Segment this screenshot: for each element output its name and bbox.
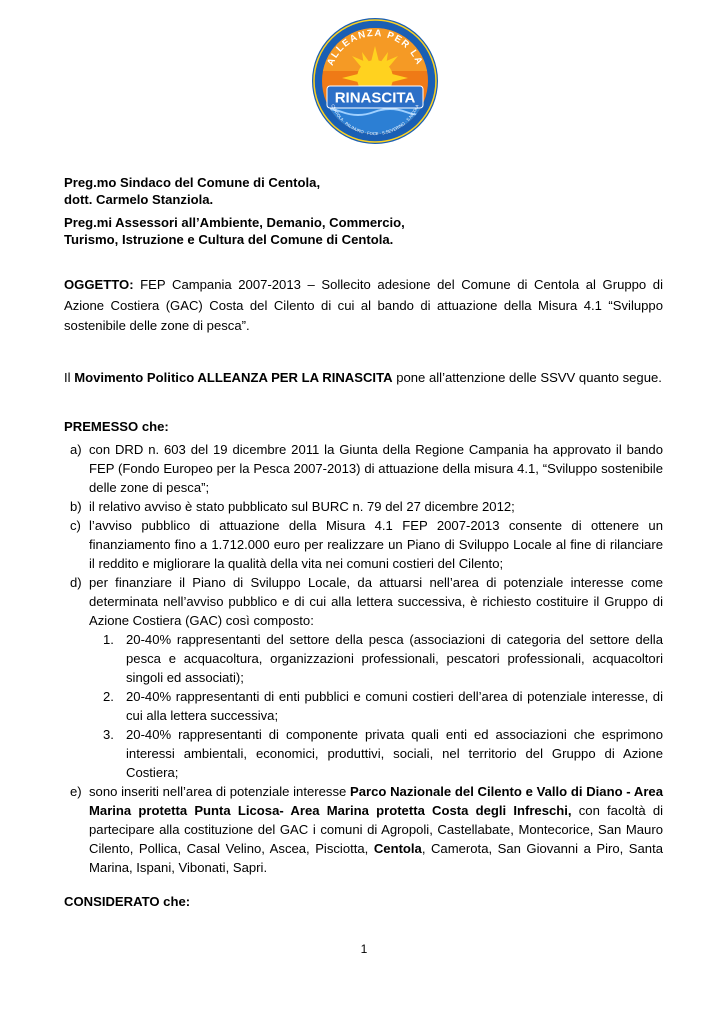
list-marker: e) bbox=[70, 784, 82, 799]
list-item-text: l’avviso pubblico di attuazione della Misura 4.1 FEP 2007-2013 consente di ottenere un finanziamento fino a 1.712.000 euro per realizzare un Piano di Sviluppo Locale al fine di rilanciare il reddito e migliorare la qualità della vita nei comuni costieri del Cilento; bbox=[89, 518, 663, 571]
composition-sublist bbox=[89, 630, 663, 782]
list-item-text: con DRD n. 603 del 19 dicembre 2011 la Giunta della Regione Campania ha approvato il bando FEP (Fondo Europeo per la Pesca 2007-2013) di attuazione della misura 4.1, “Sviluppo sostenibile delle zone di pesca”; bbox=[89, 442, 663, 495]
sublist-item bbox=[89, 630, 663, 687]
sublist-item-text: 20-40% rappresentanti del settore della pesca (associazioni di categoria del settore della pesca e acquacoltura, organizzazioni professionali, pescatori professionali, acquacoltori singoli ed associati); bbox=[126, 632, 663, 685]
logo-name: RINASCITA bbox=[334, 89, 416, 107]
list-marker: a) bbox=[70, 442, 82, 457]
sublist-marker: 3. bbox=[103, 727, 114, 742]
list-item-text bbox=[89, 784, 663, 875]
logo-bottom-text: CENTOLA · PALINURO · FOCE · S.SEVERINO · S.NICOLA bbox=[330, 103, 420, 137]
recipient-line-4: Turismo, Istruzione e Cultura del Comune di Centola. bbox=[64, 231, 394, 247]
list-item bbox=[64, 440, 663, 497]
intro-post: pone all’attenzione delle SSVV quanto segue. bbox=[392, 369, 662, 385]
considerato-heading: CONSIDERATO che: bbox=[64, 894, 191, 909]
page-number: 1 bbox=[360, 942, 368, 956]
sublist-marker: 2. bbox=[103, 689, 114, 704]
intro-paragraph bbox=[64, 366, 663, 389]
item-e-mid: con facoltà di partecipare alla costituzione del GAC i comuni di Agropoli, Castellabate, Montecorice, San Mauro Cilento, Pollica, Casal Velino, Ascea, Pisciotta, bbox=[89, 803, 664, 856]
sublist-item-text: 20-40% rappresentanti di enti pubblici e comuni costieri dell’area di potenziale interesse, di cui alla lettera successiva; bbox=[126, 689, 663, 723]
list-marker: b) bbox=[70, 499, 82, 514]
list-item bbox=[64, 573, 663, 782]
sublist-item bbox=[89, 725, 663, 782]
list-item-text: per finanziare il Piano di Sviluppo Locale, da attuarsi nell’area di potenziale interesse come determinata nell’avviso pubblico e di cui alla lettera successiva, è richiesto costituire il Gruppo di Azione Costiera (GAC) così composto: bbox=[89, 575, 663, 628]
party-logo-graphic bbox=[310, 16, 440, 146]
list-item bbox=[64, 516, 663, 573]
recipient-line-1: Preg.mo Sindaco del Comune di Centola, bbox=[64, 175, 321, 190]
recipient-block-2 bbox=[64, 215, 663, 248]
recipient-line-3: Preg.mi Assessori all’Ambiente, Demanio, Commercio, bbox=[64, 215, 405, 230]
subject-paragraph bbox=[64, 275, 663, 337]
sublist-item-text: 20-40% rappresentanti di componente privata quali enti ed associazioni che esprimono interessi ambientali, economici, produttivi, sociali, nel territorio del Gruppo di Azione Costiera; bbox=[126, 727, 663, 780]
list-marker: c) bbox=[70, 518, 81, 533]
item-e-post: , Camerota, San Giovanni a Piro, Santa Marina, Ispani, Vibonati, Sapri. bbox=[89, 841, 663, 875]
recipient-block-1 bbox=[64, 175, 663, 208]
recipient-line-2: dott. Carmelo Stanziola. bbox=[64, 191, 214, 207]
party-logo bbox=[310, 16, 440, 146]
item-e-protected-areas: Parco Nazionale del Cilento e Vallo di Diano - Area Marina protetta Punta Licosa- Area Marina protetta Costa degli Infreschi, bbox=[89, 784, 663, 818]
subject-text: FEP Campania 2007-2013 – Sollecito adesione del Comune di Centola al Gruppo di Azione Costiera (GAC) Costa del Cilento di cui al bando di attuazione della Misura 4.1 “Sviluppo sostenibile delle zone di pesca”. bbox=[64, 277, 663, 333]
item-e-centola: Centola bbox=[373, 841, 422, 856]
list-item bbox=[64, 782, 663, 877]
list-marker: d) bbox=[70, 575, 82, 590]
intro-movement-name: Movimento Politico ALLEANZA PER LA RINASCITA bbox=[74, 369, 393, 385]
intro-pre: Il bbox=[64, 369, 75, 385]
list-item bbox=[64, 497, 663, 516]
premesso-heading: PREMESSO che: bbox=[64, 418, 169, 434]
letter-body bbox=[64, 175, 663, 911]
list-item-text: il relativo avviso è stato pubblicato sul BURC n. 79 del 27 dicembre 2012; bbox=[89, 499, 515, 514]
subject-label: OGGETTO: bbox=[64, 277, 134, 292]
sublist-item bbox=[89, 687, 663, 725]
premesso-list bbox=[64, 440, 663, 877]
sublist-marker: 1. bbox=[103, 632, 114, 647]
logo-arc-text: ALLEANZA PER LA bbox=[325, 27, 425, 68]
item-e-pre: sono inseriti nell’area di potenziale interesse bbox=[89, 784, 350, 799]
